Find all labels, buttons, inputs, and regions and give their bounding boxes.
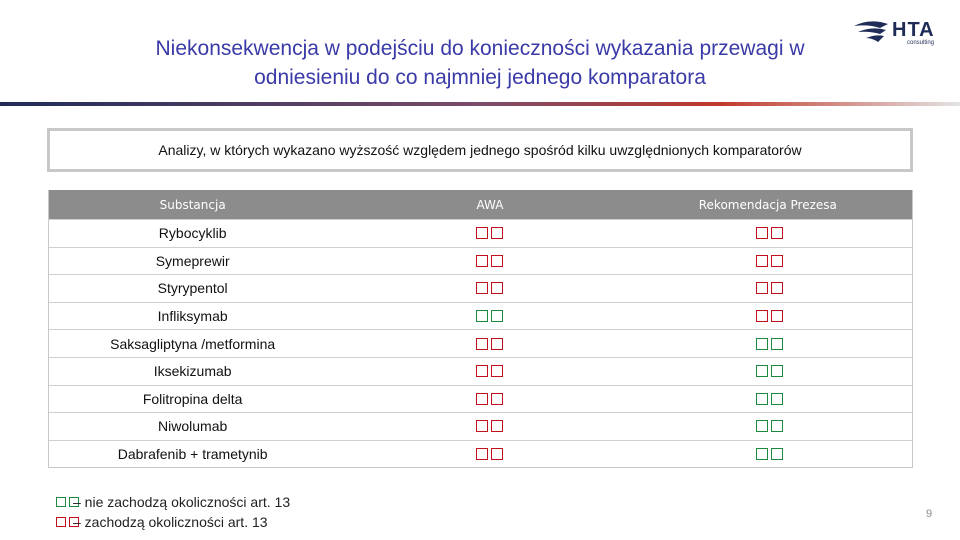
- table-row: [49, 302, 912, 330]
- logo-swoosh-icon: [852, 18, 892, 48]
- rec-cell: [624, 338, 912, 350]
- table-header: [49, 190, 912, 219]
- section-banner: [47, 128, 913, 172]
- table-row: [49, 357, 912, 385]
- red-awa-status-icon: [476, 420, 503, 432]
- substance-name: Folitropina delta: [142, 390, 243, 407]
- title-line-2: odniesieniu do co najmniej jednego komparatora: [254, 66, 706, 89]
- red-awa-status-icon: [476, 227, 503, 239]
- page-number: 9: [926, 508, 933, 520]
- green-recommendation-status-icon: [756, 365, 783, 377]
- results-table: [48, 190, 913, 468]
- column-header-recommendation: Rekomendacja Prezesa: [698, 197, 837, 212]
- awa-cell: [336, 338, 623, 350]
- substance-name: Saksagliptyna /metformina: [110, 335, 276, 352]
- title-line-1: Niekonsekwencja w podejściu do konieczności wykazania przewagi w: [155, 37, 805, 60]
- red-awa-status-icon: [476, 448, 503, 460]
- legend-item-red: [56, 512, 290, 532]
- logo-text: HTA: [892, 19, 935, 41]
- substance-name: Infliksymab: [157, 308, 228, 325]
- awa-cell: [336, 365, 623, 377]
- red-awa-status-icon: [476, 365, 503, 377]
- legend-red-text: – zachodzą okoliczności art. 13: [73, 514, 268, 530]
- table-row: [49, 274, 912, 302]
- red-recommendation-status-icon: [756, 255, 783, 267]
- green-awa-status-icon: [476, 310, 503, 322]
- red-recommendation-status-icon: [756, 227, 783, 239]
- red-recommendation-status-icon: [756, 310, 783, 322]
- logo-subtext: consulting: [907, 40, 935, 46]
- red-recommendation-status-icon: [756, 282, 783, 294]
- legend-item-green: [56, 492, 290, 512]
- rec-cell: [624, 420, 912, 432]
- green-recommendation-status-icon: [756, 420, 783, 432]
- awa-cell: [336, 420, 623, 432]
- rec-cell: [624, 255, 912, 267]
- substance-name: Iksekizumab: [153, 363, 232, 380]
- column-header-awa: AWA: [476, 197, 504, 212]
- red-awa-status-icon: [476, 282, 503, 294]
- rec-cell: [624, 282, 912, 294]
- rec-cell: [624, 393, 912, 405]
- green-recommendation-status-icon: [756, 448, 783, 460]
- table-row: [49, 219, 912, 247]
- header-divider: [0, 102, 960, 106]
- legend: [56, 492, 290, 532]
- legend-green-text: – nie zachodzą okoliczności art. 13: [73, 494, 291, 510]
- awa-cell: [336, 255, 623, 267]
- rec-cell: [624, 227, 912, 239]
- slide-title: [60, 34, 900, 92]
- banner-text: Analizy, w których wykazano wyższość względem jednego spośród kilku uwzględnionych komparatorów: [158, 142, 802, 158]
- table-row: [49, 329, 912, 357]
- awa-cell: [336, 310, 623, 322]
- rec-cell: [624, 365, 912, 377]
- rec-cell: [624, 448, 912, 460]
- green-recommendation-status-icon: [756, 338, 783, 350]
- awa-cell: [336, 227, 623, 239]
- red-awa-status-icon: [476, 255, 503, 267]
- substance-name: Niwolumab: [158, 418, 228, 435]
- substance-name: Styrypentol: [157, 280, 228, 297]
- substance-name: Rybocyklib: [158, 225, 227, 242]
- table-body: [49, 219, 912, 467]
- column-header-substance: Substancja: [159, 197, 226, 212]
- hta-logo: [852, 18, 944, 50]
- awa-cell: [336, 393, 623, 405]
- rec-cell: [624, 310, 912, 322]
- red-awa-status-icon: [476, 393, 503, 405]
- table-row: [49, 412, 912, 440]
- table-row: [49, 440, 912, 468]
- table-row: [49, 247, 912, 275]
- awa-cell: [336, 448, 623, 460]
- red-awa-status-icon: [476, 338, 503, 350]
- awa-cell: [336, 282, 623, 294]
- substance-name: Symeprewir: [155, 252, 230, 269]
- table-row: [49, 385, 912, 413]
- green-recommendation-status-icon: [756, 393, 783, 405]
- substance-name: Dabrafenib + trametynib: [117, 446, 268, 463]
